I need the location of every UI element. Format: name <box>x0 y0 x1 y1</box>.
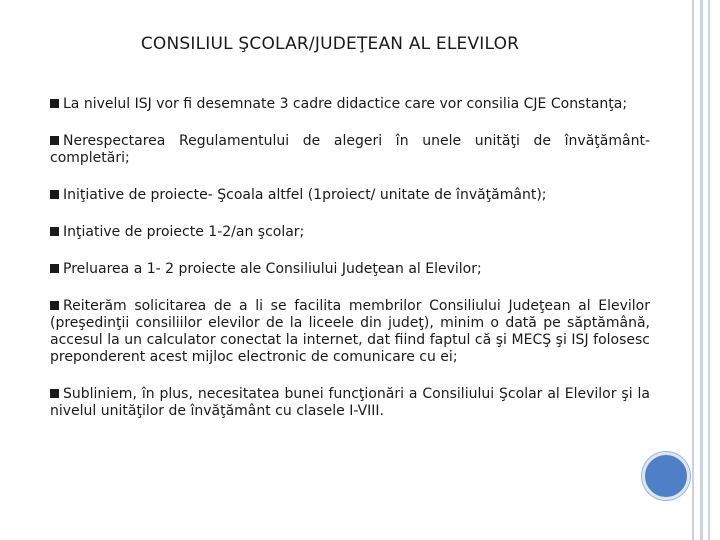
list-item <box>50 187 650 204</box>
list-item-text: Inţiative de proiecte 1-2/an şcolar; <box>63 224 305 240</box>
list-item <box>50 133 650 167</box>
rail-line <box>708 0 710 540</box>
decorative-side-rail <box>688 0 720 540</box>
square-bullet-icon <box>50 301 59 310</box>
list-item-text: Subliniem, în plus, necesitatea bunei funcţionări a Consiliului Şcolar al Elevilor şi la nivelul unităţilor de învăţământ cu clasele I-VIII. <box>50 386 650 419</box>
square-bullet-icon <box>50 264 59 273</box>
rail-line <box>692 0 694 540</box>
decorative-circle <box>642 452 690 500</box>
list-item <box>50 386 650 420</box>
list-item-text: La nivelul ISJ vor fi desemnate 3 cadre didactice care vor consilia CJE Constanţa; <box>63 96 628 112</box>
list-item-text: Reiterăm solicitarea de a li se facilita membrilor Consiliului Judeţean al Elevilor (preşedinţii consiliilor elevilor de la liceele din judeţ), minim o dată pe săptămână, accesul la un calculator conectat la internet, dat fiind faptul că şi MECŞ şi ISJ folosesc preponderent acest mijloc electronic de comunicare cu ei; <box>50 298 650 365</box>
bullet-list <box>50 96 650 440</box>
list-item-text: Nerespectarea Regulamentului de alegeri în unele unităţi de învăţământ- completări; <box>50 133 650 166</box>
list-item <box>50 298 650 366</box>
square-bullet-icon <box>50 227 59 236</box>
page-title: CONSILIUL ŞCOLAR/JUDEŢEAN AL ELEVILOR <box>140 34 520 54</box>
list-item <box>50 224 650 241</box>
list-item <box>50 261 650 278</box>
square-bullet-icon <box>50 99 59 108</box>
square-bullet-icon <box>50 190 59 199</box>
square-bullet-icon <box>50 389 59 398</box>
list-item-text: Preluarea a 1- 2 proiecte ale Consiliului Judeţean al Elevilor; <box>63 261 482 277</box>
square-bullet-icon <box>50 136 59 145</box>
list-item-text: Iniţiative de proiecte- Şcoala altfel (1proiect/ unitate de învăţământ); <box>63 187 547 203</box>
list-item <box>50 96 650 113</box>
rail-line <box>700 0 703 540</box>
